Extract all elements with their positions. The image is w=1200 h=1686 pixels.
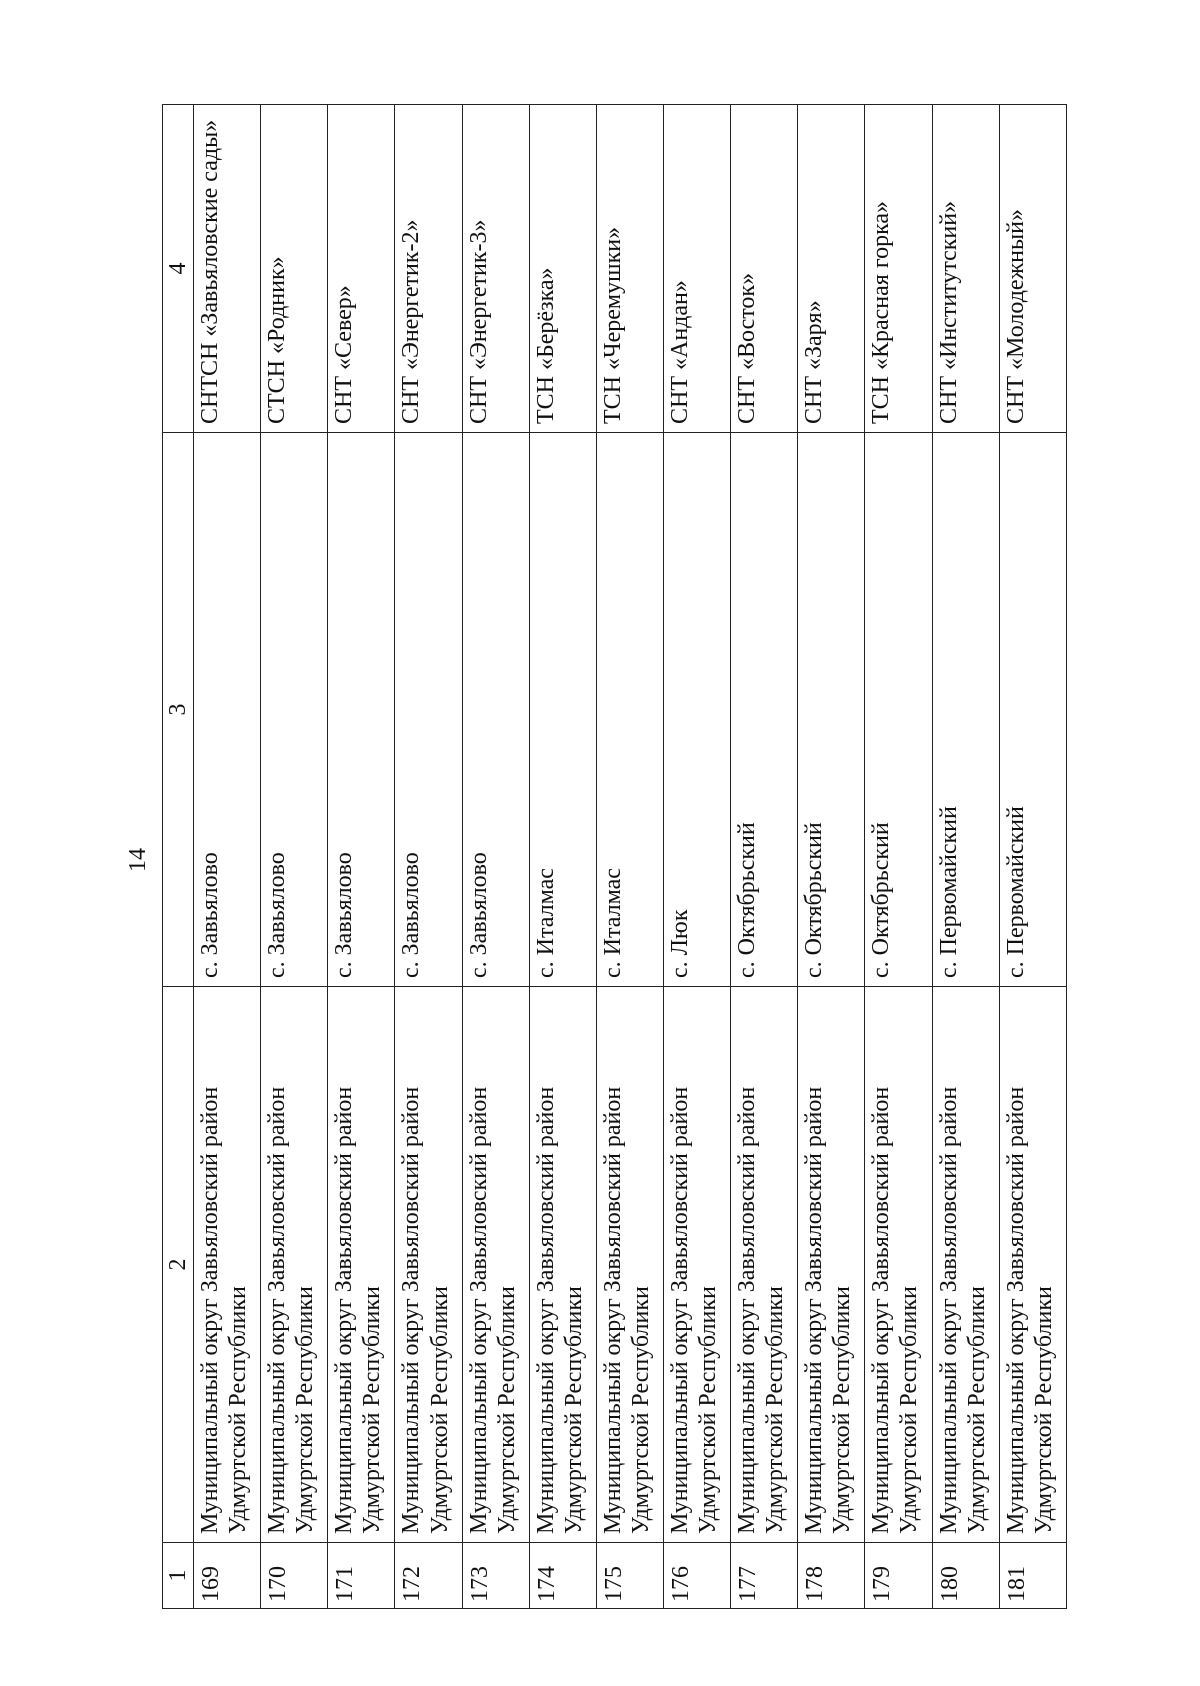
organization-cell: СНТ «Энергетик-3» <box>462 105 529 433</box>
locality-cell: с. Октябрьский <box>798 433 865 987</box>
table-row <box>731 105 798 1609</box>
organization-cell: СТСН «Родник» <box>261 105 328 433</box>
table-row <box>462 105 529 1609</box>
row-number: 177 <box>731 1543 798 1609</box>
organization-cell: СНТ «Восток» <box>731 105 798 433</box>
table-row <box>328 105 395 1609</box>
header-col-3: 3 <box>163 433 194 987</box>
district-cell: Муниципальный округ Завьяловский район Удмуртской Республики <box>328 987 395 1543</box>
organization-cell: СНТ «Север» <box>328 105 395 433</box>
table-container <box>162 105 1067 1609</box>
organization-cell: СНТ «Энергетик-2» <box>395 105 462 433</box>
row-number: 171 <box>328 1543 395 1609</box>
organization-cell: ТСН «Черемушки» <box>596 105 663 433</box>
locality-cell: с. Октябрьский <box>865 433 932 987</box>
table-row <box>395 105 462 1609</box>
table-row <box>798 105 865 1609</box>
row-number: 180 <box>932 1543 999 1609</box>
row-number: 174 <box>529 1543 596 1609</box>
table-row <box>865 105 932 1609</box>
district-cell: Муниципальный округ Завьяловский район Удмуртской Республики <box>932 987 999 1543</box>
locality-cell: с. Завьялово <box>395 433 462 987</box>
district-cell: Муниципальный округ Завьяловский район Удмуртской Республики <box>798 987 865 1543</box>
table-row <box>261 105 328 1609</box>
locality-cell: с. Завьялово <box>261 433 328 987</box>
row-number: 179 <box>865 1543 932 1609</box>
locality-cell: с. Завьялово <box>194 433 261 987</box>
row-number: 170 <box>261 1543 328 1609</box>
district-cell: Муниципальный округ Завьяловский район Удмуртской Республики <box>261 987 328 1543</box>
row-number: 178 <box>798 1543 865 1609</box>
table-row <box>663 105 730 1609</box>
row-number: 169 <box>194 1543 261 1609</box>
row-number: 175 <box>596 1543 663 1609</box>
organization-cell: ТСН «Красная горка» <box>865 105 932 433</box>
row-number: 173 <box>462 1543 529 1609</box>
locality-cell: с. Первомайский <box>932 433 999 987</box>
row-number: 172 <box>395 1543 462 1609</box>
district-cell: Муниципальный округ Завьяловский район Удмуртской Республики <box>999 987 1066 1543</box>
district-cell: Муниципальный округ Завьяловский район Удмуртской Республики <box>663 987 730 1543</box>
locality-cell: с. Октябрьский <box>731 433 798 987</box>
locality-cell: с. Люк <box>663 433 730 987</box>
organization-cell: СНТ «Заря» <box>798 105 865 433</box>
registry-table <box>162 104 1067 1609</box>
organization-cell: ТСН «Берёзка» <box>529 105 596 433</box>
organization-cell: СНТ «Институтский» <box>932 105 999 433</box>
table-row <box>596 105 663 1609</box>
district-cell: Муниципальный округ Завьяловский район Удмуртской Республики <box>194 987 261 1543</box>
locality-cell: с. Первомайский <box>999 433 1066 987</box>
district-cell: Муниципальный округ Завьяловский район Удмуртской Республики <box>529 987 596 1543</box>
header-col-2: 2 <box>163 987 194 1543</box>
locality-cell: с. Завьялово <box>462 433 529 987</box>
organization-cell: СНТ «Андан» <box>663 105 730 433</box>
district-cell: Муниципальный округ Завьяловский район Удмуртской Республики <box>596 987 663 1543</box>
page-number: 14 <box>125 848 151 872</box>
locality-cell: с. Италмас <box>596 433 663 987</box>
table-row <box>932 105 999 1609</box>
organization-cell: СНТСН «Завьяловские сады» <box>194 105 261 433</box>
table-row <box>999 105 1066 1609</box>
district-cell: Муниципальный округ Завьяловский район Удмуртской Республики <box>731 987 798 1543</box>
row-number: 181 <box>999 1543 1066 1609</box>
header-row <box>163 105 194 1609</box>
district-cell: Муниципальный округ Завьяловский район Удмуртской Республики <box>462 987 529 1543</box>
header-col-4: 4 <box>163 105 194 433</box>
row-number: 176 <box>663 1543 730 1609</box>
locality-cell: с. Италмас <box>529 433 596 987</box>
district-cell: Муниципальный округ Завьяловский район Удмуртской Республики <box>865 987 932 1543</box>
table-row <box>529 105 596 1609</box>
rotated-table-frame <box>162 105 1067 1609</box>
district-cell: Муниципальный округ Завьяловский район Удмуртской Республики <box>395 987 462 1543</box>
locality-cell: с. Завьялово <box>328 433 395 987</box>
organization-cell: СНТ «Молодежный» <box>999 105 1066 433</box>
header-col-1: 1 <box>163 1543 194 1609</box>
table-row <box>194 105 261 1609</box>
